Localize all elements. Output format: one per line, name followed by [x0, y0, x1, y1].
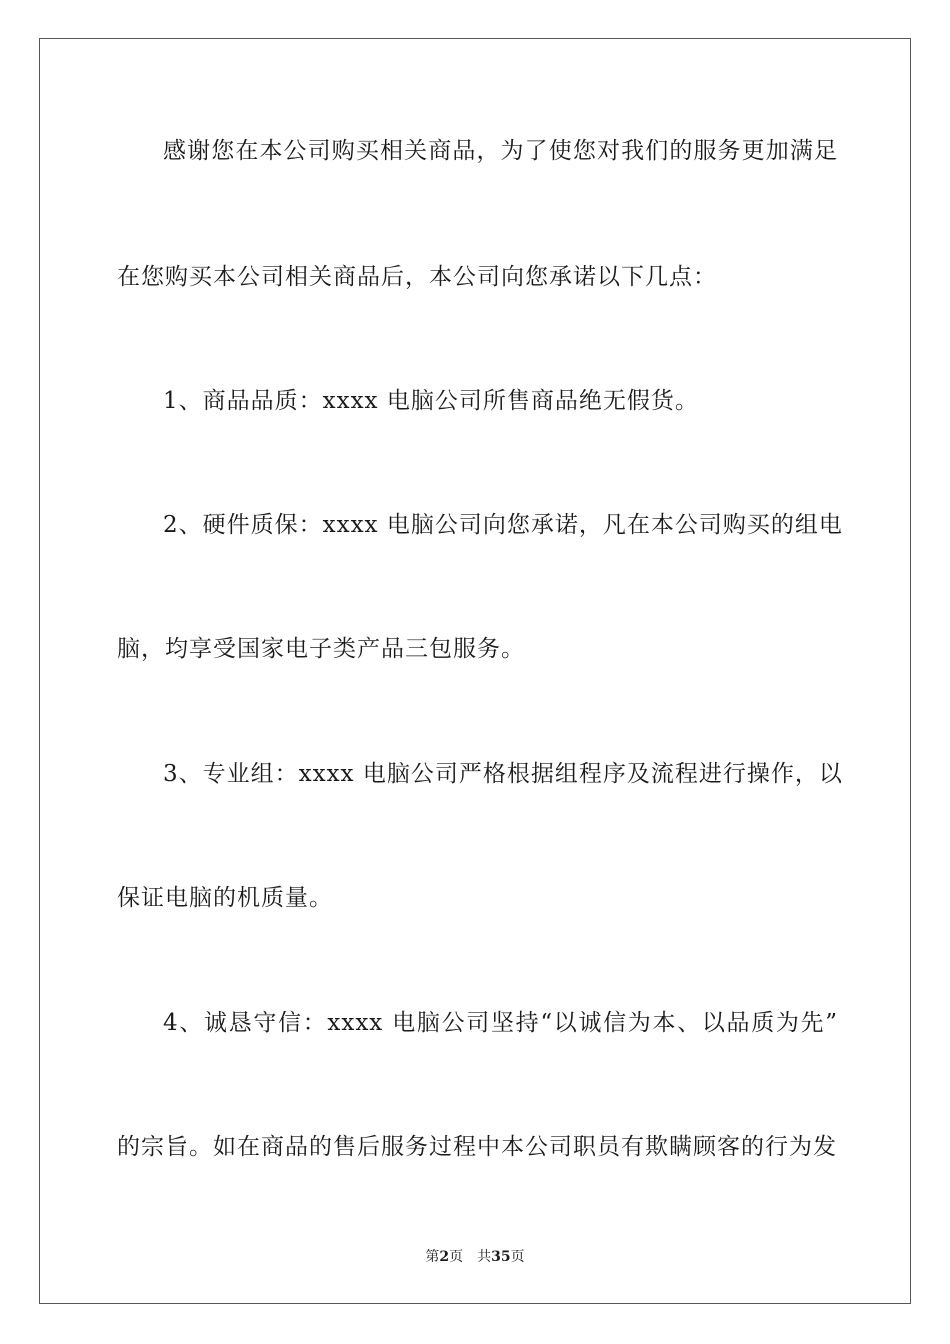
- footer-total-number: 35: [491, 1249, 511, 1265]
- paragraph-line-6: 3、专业组：xxxx 电脑公司严格根据组程序及流程进行操作，以: [163, 761, 843, 787]
- paragraph-line-1: 感谢您在本公司购买相关商品，为了使您对我们的服务更加满足: [163, 138, 838, 164]
- paragraph-line-2: 在您购买本公司相关商品后，本公司向您承诺以下几点：: [117, 264, 717, 290]
- footer-page-prefix: 第: [425, 1249, 440, 1265]
- footer-page-suffix: 页: [449, 1249, 464, 1265]
- paragraph-line-9: 的宗旨。如在商品的售后服务过程中本公司职员有欺瞒顾客的行为发: [117, 1134, 837, 1160]
- paragraph-line-8: 4、诚恳守信：xxxx 电脑公司坚持“以诚信为本、以品质为先”: [163, 1010, 838, 1036]
- footer-total-suffix: 页: [510, 1249, 525, 1265]
- page-footer: [0, 1248, 950, 1266]
- footer-total-prefix: 共: [477, 1249, 492, 1265]
- paragraph-line-3: 1、商品品质：xxxx 电脑公司所售商品绝无假货。: [163, 388, 699, 414]
- paragraph-line-4: 2、硬件质保：xxxx 电脑公司向您承诺，凡在本公司购买的组电: [163, 512, 843, 538]
- page-frame: [39, 38, 911, 1304]
- footer-page-number: 2: [439, 1249, 450, 1265]
- paragraph-line-5: 脑，均享受国家电子类产品三包服务。: [117, 636, 525, 662]
- paragraph-line-7: 保证电脑的机质量。: [117, 885, 333, 911]
